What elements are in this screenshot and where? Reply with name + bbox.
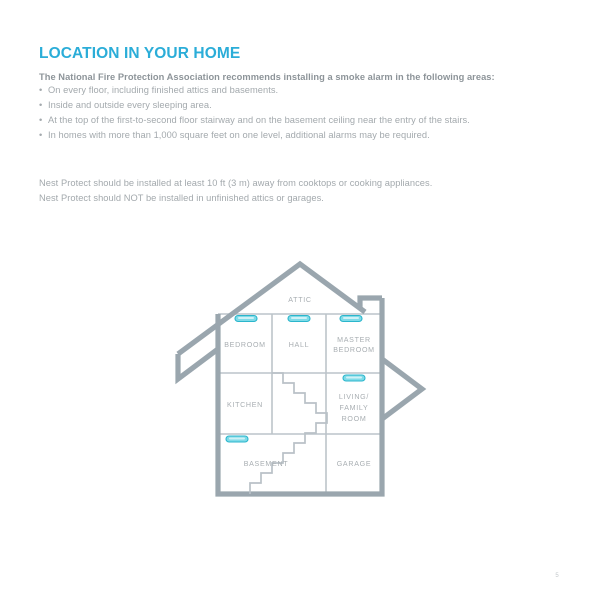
list-item-label: At the top of the first-to-second floor stairway and on the basement ceiling near the entry of the stairs. — [48, 115, 470, 126]
smoke-alarms — [226, 316, 365, 443]
list-item-label: Inside and outside every sleeping area. — [48, 100, 212, 111]
room-label-attic: ATTIC — [288, 295, 312, 304]
smoke-alarm-highlight — [291, 317, 307, 319]
room-label-bedroom: BEDROOM — [224, 340, 266, 349]
smoke-alarm-highlight — [343, 317, 359, 319]
smoke-alarm-highlight — [229, 438, 245, 440]
smoke-alarm-highlight — [346, 377, 362, 379]
wall-right-eave — [382, 359, 422, 419]
list-item — [39, 98, 569, 113]
list-item — [39, 113, 569, 128]
closing-paragraph — [39, 176, 569, 205]
alarm-living-room — [343, 375, 365, 381]
page-number: 5 — [555, 573, 559, 579]
bullet-icon: • — [39, 130, 43, 141]
room-label-master-bedroom-line1: MASTER — [337, 335, 371, 344]
bullet-icon: • — [39, 115, 43, 126]
closing-line-2: Nest Protect should NOT be installed in unfinished attics or garages. — [39, 192, 324, 203]
closing-line-1: Nest Protect should be installed at least 10 ft (3 m) away from cooktops or cooking appliances. — [39, 178, 433, 188]
room-label-kitchen: KITCHEN — [226, 400, 264, 409]
page-title: LOCATION IN YOUR HOME — [39, 45, 241, 63]
alarm-master-bedroom — [340, 316, 362, 322]
list-item — [39, 128, 569, 143]
bullet-icon: • — [39, 100, 43, 111]
alarm-bedroom — [235, 316, 257, 322]
room-label-living-room-line1: LIVING/ — [338, 392, 370, 401]
wall-left-eave — [178, 349, 218, 379]
room-label-garage: GARAGE — [336, 459, 372, 468]
house-floorplan-diagram — [160, 252, 440, 512]
alarm-hall — [288, 316, 310, 322]
room-label-basement: BASEMENT — [243, 459, 289, 468]
wall-dormer — [360, 298, 382, 308]
alarm-basement — [226, 436, 248, 442]
bullet-icon: • — [39, 85, 43, 95]
smoke-alarm-highlight — [238, 317, 254, 319]
list-item-label: In homes with more than 1,000 square feet on one level, additional alarms may be required. — [48, 130, 430, 141]
room-label-living-room-line2: FAMILY — [339, 403, 369, 412]
list-item-label: On every floor, including finished attics and basements. — [48, 85, 279, 95]
intro-paragraph: The National Fire Protection Association recommends installing a smoke alarm in the following areas: — [39, 72, 495, 83]
room-label-living-room-line3: ROOM — [341, 414, 367, 423]
recommendation-list — [39, 83, 569, 143]
list-item — [39, 83, 569, 98]
room-label-master-bedroom-line2: BEDROOM — [333, 345, 375, 354]
room-label-hall: HALL — [288, 340, 310, 349]
